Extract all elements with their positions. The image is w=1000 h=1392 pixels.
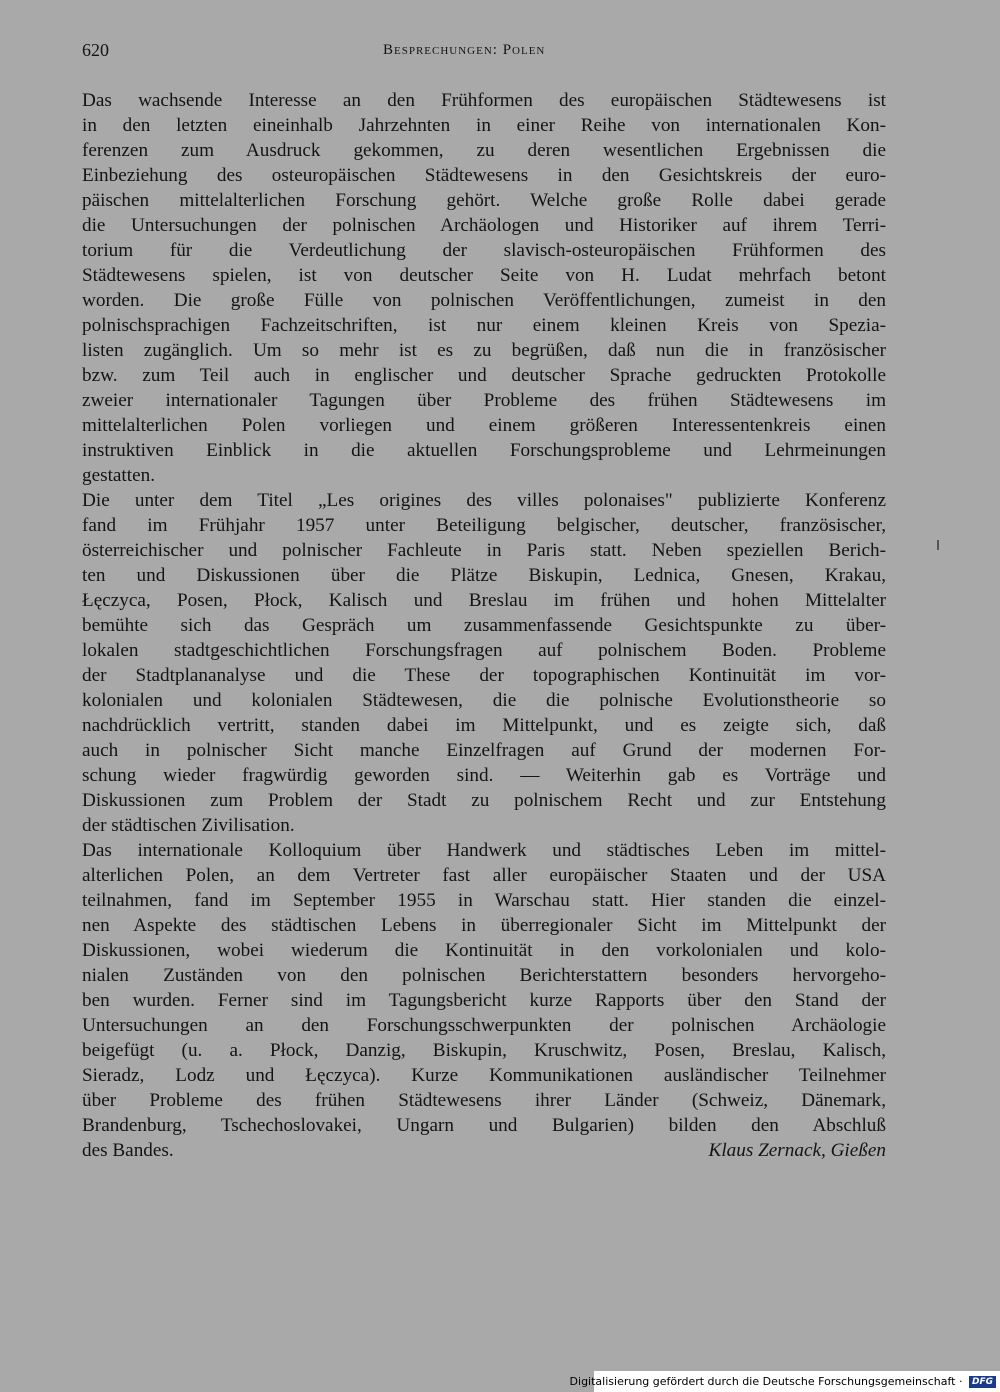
text-line: Brandenburg, Tschechoslovakei, Ungarn und Bulgarien) bilden den Abschluß [82, 1115, 886, 1136]
text-line: torium für die Verdeutlichung der slavisch-osteuropäischen Frühformen des [82, 240, 886, 261]
text-line: der Stadtplananalyse und die These der topographischen Kontinuität im vor- [82, 665, 886, 686]
text-line: kolonialen und kolonialen Städtewesen, die die polnische Evolutionstheorie so [82, 690, 886, 711]
paragraph-3 [82, 838, 886, 1163]
text-line: Diskussionen, wobei wiederum die Kontinuität in den vorkolonialen und kolo- [82, 940, 886, 961]
text-line: Das internationale Kolloquium über Handwerk und städtisches Leben im mittel- [82, 840, 886, 861]
text-line: nen Aspekte des städtischen Lebens in überregionaler Sicht im Mittelpunkt der [82, 915, 886, 936]
text-line: teilnahmen, fand im September 1955 in Warschau statt. Hier standen die einzel- [82, 890, 886, 911]
footer-credit: Digitalisierung gefördert durch die Deutsche Forschungsgemeinschaft [569, 1375, 956, 1388]
text-line: fand im Frühjahr 1957 unter Beteiligung belgischer, deutscher, französischer, [82, 515, 886, 536]
text-line: gestatten. [82, 465, 155, 486]
text-line: bzw. zum Teil auch in englischer und deutscher Sprache gedruckten Protokolle [82, 365, 886, 386]
text-line: Städtewesens spielen, ist von deutscher Seite von H. Ludat mehrfach betont [82, 265, 886, 286]
text-line: ferenzen zum Ausdruck gekommen, zu deren wesentlichen Ergebnissen die [82, 140, 886, 161]
text-line: Die unter dem Titel „Les origines des villes polonaises" publizierte Konferenz [82, 490, 886, 511]
text-line: worden. Die große Fülle von polnischen Veröffentlichungen, zumeist in den [82, 290, 886, 311]
text-line: Łęczyca, Posen, Płock, Kalisch und Breslau im frühen und hohen Mittelalter [82, 590, 886, 611]
text-line: Sieradz, Lodz und Łęczyca). Kurze Kommunikationen ausländischer Teilnehmer [82, 1065, 886, 1086]
page-number: 620 [82, 40, 109, 60]
body-text [82, 88, 886, 1163]
text-line: mittelalterlichen Polen vorliegen und einem größeren Interessentenkreis einen [82, 415, 886, 436]
text-line: über Probleme des frühen Städtewesens ihrer Länder (Schweiz, Dänemark, [82, 1090, 886, 1111]
text-line: zweier internationaler Tagungen über Probleme des frühen Städtewesens im [82, 390, 886, 411]
text-line: ben wurden. Ferner sind im Tagungsbericht kurze Rapports über den Stand der [82, 990, 886, 1011]
author-signature: Klaus Zernack, Gießen [708, 1140, 886, 1161]
text-line: beigefügt (u. a. Płock, Danzig, Biskupin, Kruschwitz, Posen, Breslau, Kalisch, [82, 1040, 886, 1061]
paragraph-2 [82, 488, 886, 838]
digitization-footer [569, 1371, 1000, 1392]
text-line: Untersuchungen an den Forschungsschwerpunkten der polnischen Archäologie [82, 1015, 886, 1036]
paragraph-1 [82, 88, 886, 488]
text-line: polnischsprachigen Fachzeitschriften, ist nur einem kleinen Kreis von Spezia- [82, 315, 886, 336]
running-title: Besprechungen: Polen [383, 42, 546, 58]
footer-separator: · [955, 1375, 966, 1388]
text-line: bemühte sich das Gespräch um zusammenfassende Gesichtspunkte zu über- [82, 615, 886, 636]
text-line: die Untersuchungen der polnischen Archäologen und Historiker auf ihrem Terri- [82, 215, 886, 236]
text-line: schung wieder fragwürdig geworden sind. — Weiterhin gab es Vorträge und [82, 765, 886, 786]
final-row [82, 1138, 886, 1163]
text-line: nachdrücklich vertritt, standen dabei im Mittelpunkt, und es zeigte sich, daß [82, 715, 886, 736]
text-line: österreichischer und polnischer Fachleute in Paris statt. Neben speziellen Berich- [82, 540, 886, 561]
text-line: des Bandes. [82, 1140, 174, 1161]
text-line: alterlichen Polen, an dem Vertreter fast aller europäischer Staaten und der USA [82, 865, 886, 886]
text-line: Einbeziehung des osteuropäischen Städtewesens in den Gesichtskreis der euro- [82, 165, 886, 186]
text-line: ten und Diskussionen über die Plätze Biskupin, Lednica, Gnesen, Krakau, [82, 565, 886, 586]
text-line: auch in polnischer Sicht manche Einzelfragen auf Grund der modernen For- [82, 740, 886, 761]
text-line: Das wachsende Interesse an den Frühformen des europäischen Städtewesens ist [82, 90, 886, 111]
text-line: in den letzten eineinhalb Jahrzehnten in einer Reihe von internationalen Kon- [82, 115, 886, 136]
text-line: lokalen stadtgeschichtlichen Forschungsfragen auf polnischem Boden. Probleme [82, 640, 886, 661]
text-line: nialen Zuständen von den polnischen Berichterstattern besonders hervorgeho- [82, 965, 886, 986]
text-line: listen zugänglich. Um so mehr ist es zu begrüßen, daß nun die in französischer [82, 340, 886, 361]
text-line: instruktiven Einblick in die aktuellen Forschungsprobleme und Lehrmeinungen [82, 440, 886, 461]
text-line: päischen mittelalterlichen Forschung gehört. Welche große Rolle dabei gerade [82, 190, 886, 211]
dfg-logo: DFG [969, 1376, 996, 1388]
text-line: der städtischen Zivilisation. [82, 815, 295, 836]
text-line: Diskussionen zum Problem der Stadt zu polnischem Recht und zur Entstehung [82, 790, 886, 811]
scan-mark [937, 540, 939, 550]
